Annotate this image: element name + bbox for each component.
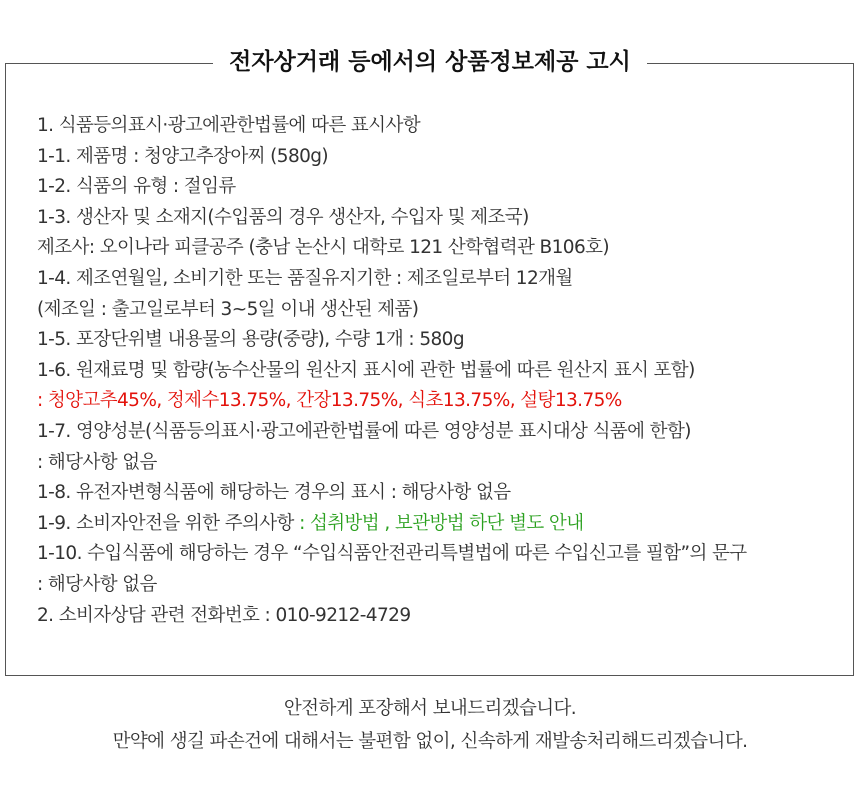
notice-title: 전자상거래 등에서의 상품정보제공 고시 [0, 47, 860, 77]
notice-line: 1. 식품등의표시·광고에관한법률에 따른 표시사항 [37, 115, 420, 136]
notice-line: 1-1. 제품명 : 청양고추장아찌 (580g) [37, 145, 329, 167]
footer-line-2: 만약에 생길 파손건에 대해서는 불편함 없이, 신속하게 재발송처리해드리겠습니다. [112, 731, 748, 752]
notice-line: 1-2. 식품의 유형 : 절임류 [37, 176, 236, 198]
notice-line: : 해당사항 없음 [37, 451, 157, 473]
notice-line: (제조일 : 출고일로부터 3~5일 이내 생산된 제품) [37, 298, 419, 320]
notice-line: 1-7. 영양성분(식품등의표시·광고에관한법률에 따른 영양성분 표시대상 식품에 한함) [37, 420, 691, 442]
notice-line: 1-8. 유전자변형식품에 해당하는 경우의 표시 : 해당사항 없음 [37, 482, 511, 504]
caution-highlight: : 섭취방법 , 보관방법 하단 별도 안내 [299, 512, 584, 534]
notice-line: : 해당사항 없음 [37, 573, 157, 595]
notice-line-ingredients [37, 386, 747, 417]
notice-line: 1-4. 제조연월일, 소비기한 또는 품질유지기한 : 제조일로부터 12개월 [37, 267, 573, 289]
notice-line: 2. 소비자상담 관련 전화번호 : 010-9212-4729 [37, 604, 411, 626]
footer-line-1: 안전하게 포장해서 보내드리겠습니다. [283, 698, 577, 719]
notice-line: 1-10. 수입식품에 해당하는 경우 “수입식품안전관리특별법에 따른 수입신고를 필함”의 문구 [37, 543, 747, 565]
notice-line: 1-5. 포장단위별 내용물의 용량(중량), 수량 1개 : 580g [37, 329, 464, 351]
ingredients-highlight: : 청양고추45%, 정제수13.75%, 간장13.75%, 식초13.75%, 설탕13.75% [37, 390, 622, 412]
notice-lines [37, 111, 747, 631]
notice-line-caution: 1-9. 소비자안전을 위한 주의사항 : 섭취방법 , 보관방법 하단 별도 안내 [37, 512, 584, 534]
notice-line: 제조사: 오이나라 피클공주 (충남 논산시 대학로 121 산학협력관 B106호) [37, 237, 610, 259]
notice-line: 1-6. 원재료명 및 함량(농수산물의 원산지 표시에 관한 법률에 따른 원산지 표시 포함) [37, 359, 695, 381]
notice-line: 1-3. 생산자 및 소재지(수입품의 경우 생산자, 수입자 및 제조국) [37, 206, 529, 228]
